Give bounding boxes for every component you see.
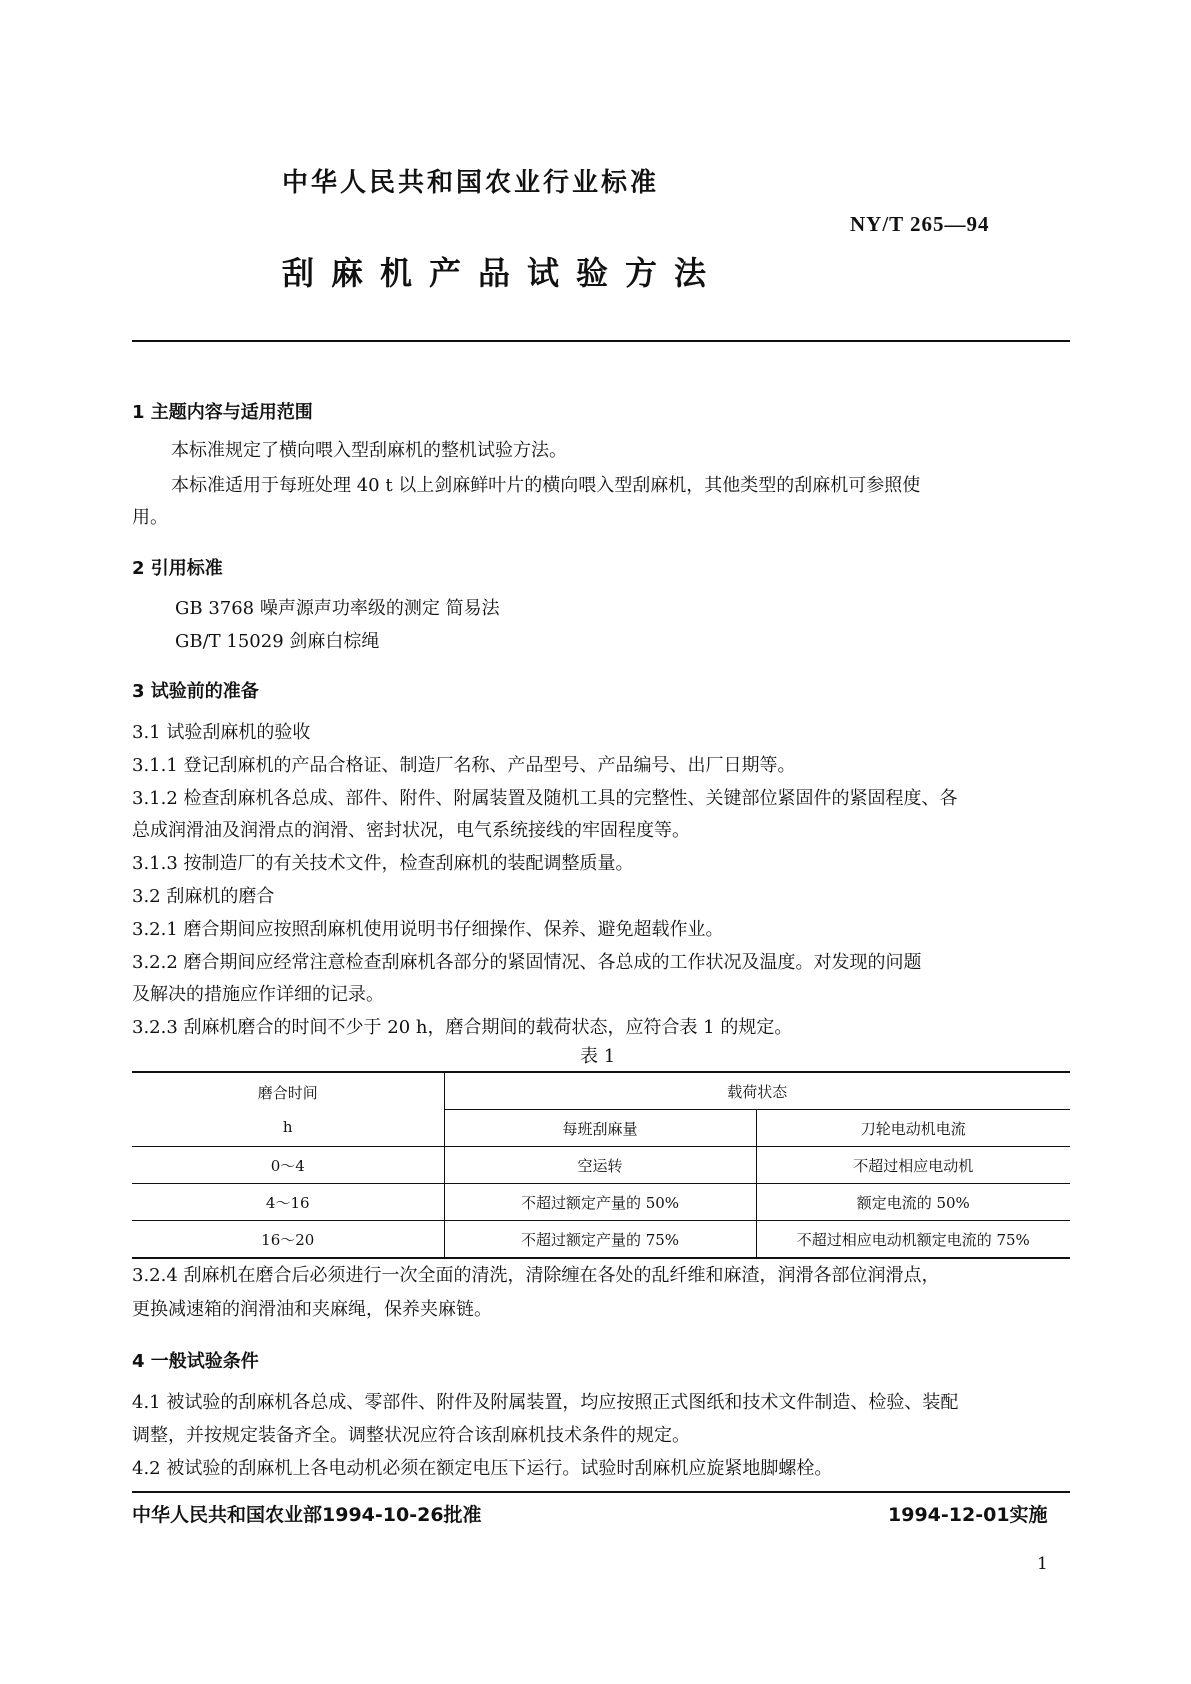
section-3-heading: 3 试验前的准备 [132,681,259,702]
clause-3-2-4: 3.2.4 刮麻机在磨合后必须进行一次全面的清洗，清除缠在各处的乱纤维和麻渣，润滑各部位润滑点， [132,1265,940,1286]
approval-note: 中华人民共和国农业部1994-10-26批准 [132,1504,482,1526]
table-1 [132,1071,1070,1259]
header-divider [132,340,1070,342]
clause-4-1-cont: 调整，并按规定装备齐全。调整状况应符合该刮麻机技术条件的规定。 [132,1425,690,1446]
table-cell-current: 不超过相应电动机 [756,1147,1070,1184]
clause-3-2-1: 3.2.1 磨合期间应按照刮麻机使用说明书仔细操作、保养、避免超载作业。 [132,919,724,940]
clause-3-1-3: 3.1.3 按制造厂的有关技术文件，检查刮麻机的装配调整质量。 [132,853,634,874]
table-cell-current: 额定电流的 50% [756,1184,1070,1221]
clause-3-2-3: 3.2.3 刮麻机磨合的时间不少于 20 h，磨合期间的载荷状态，应符合表 1 的规定。 [132,1017,793,1038]
table-cell-current: 不超过相应电动机额定电流的 75% [756,1221,1070,1259]
table-header-current: 刀轮电动机电流 [756,1110,1070,1147]
clause-3-2-2: 3.2.2 磨合期间应经常注意检查刮麻机各部分的紧固情况、各总成的工作状况及温度。对发现的问题 [132,952,922,973]
table-cell-time: 0～4 [132,1147,444,1184]
table-row [132,1184,1070,1221]
section-2-heading: 2 引用标准 [132,558,223,579]
reference-gbt15029: GB/T 15029 剑麻白棕绳 [175,631,380,652]
table-cell-time: 4～16 [132,1184,444,1221]
table-header-time [132,1072,444,1147]
clause-3-1-1: 3.1.1 登记刮麻机的产品合格证、制造厂名称、产品型号、产品编号、出厂日期等。 [132,755,796,776]
table-header-load-state: 载荷状态 [444,1072,1070,1110]
clause-3-1-2-cont: 总成润滑油及润滑点的润滑、密封状况，电气系统接线的牢固程度等。 [132,820,690,841]
section-4-heading: 4 一般试验条件 [132,1351,259,1372]
table-header-amount: 每班刮麻量 [444,1110,756,1147]
document-title: 刮麻机产品试验方法 [282,254,724,292]
standard-category-title: 中华人民共和国农业行业标准 [282,168,660,198]
section-1-heading: 1 主题内容与适用范围 [132,402,313,423]
section-1-para-2: 本标准适用于每班处理 40 t 以上剑麻鲜叶片的横向喂入型刮麻机，其他类型的刮麻机可参照使 [171,475,921,496]
clause-3-1: 3.1 试验刮麻机的验收 [132,722,311,743]
clause-4-1: 4.1 被试验的刮麻机各总成、零部件、附件及附属装置，均应按照正式图纸和技术文件制造、检验、装配 [132,1392,959,1413]
standard-code [850,212,990,237]
table-header-time-label: 磨合时间 [257,1083,318,1102]
clause-3-1-2: 3.1.2 检查刮麻机各总成、部件、附件、附属装置及随机工具的完整性、关键部位紧固件的紧固程度、各 [132,788,958,809]
clause-4-2: 4.2 被试验的刮麻机上各电动机必须在额定电压下运行。试验时刮麻机应旋紧地脚螺栓。 [132,1458,833,1479]
clause-3-2-2-cont: 及解决的措施应作详细的记录。 [132,984,384,1005]
footer-divider [132,1491,1070,1493]
section-1-para-2-cont: 用。 [132,507,168,528]
effective-date-note: 1994-12-01实施 [888,1504,1048,1526]
clause-3-2-4-cont: 更换减速箱的润滑油和夹麻绳，保养夹麻链。 [132,1299,492,1320]
table-row [132,1147,1070,1184]
page-number: 1 [1037,1554,1048,1574]
table-cell-amount: 不超过额定产量的 50% [444,1184,756,1221]
table-row [132,1221,1070,1259]
table-header-time-unit: h [282,1117,293,1136]
clause-3-2: 3.2 刮麻机的磨合 [132,886,275,907]
table-caption: 表 1 [580,1046,616,1067]
standard-code-text: NY/T 265—94 [850,212,990,236]
table-cell-amount: 不超过额定产量的 75% [444,1221,756,1259]
table-cell-time: 16～20 [132,1221,444,1259]
reference-gb3768: GB 3768 噪声源声功率级的测定 简易法 [175,598,500,619]
section-1-para-1: 本标准规定了横向喂入型刮麻机的整机试验方法。 [171,440,567,461]
table-cell-amount: 空运转 [444,1147,756,1184]
